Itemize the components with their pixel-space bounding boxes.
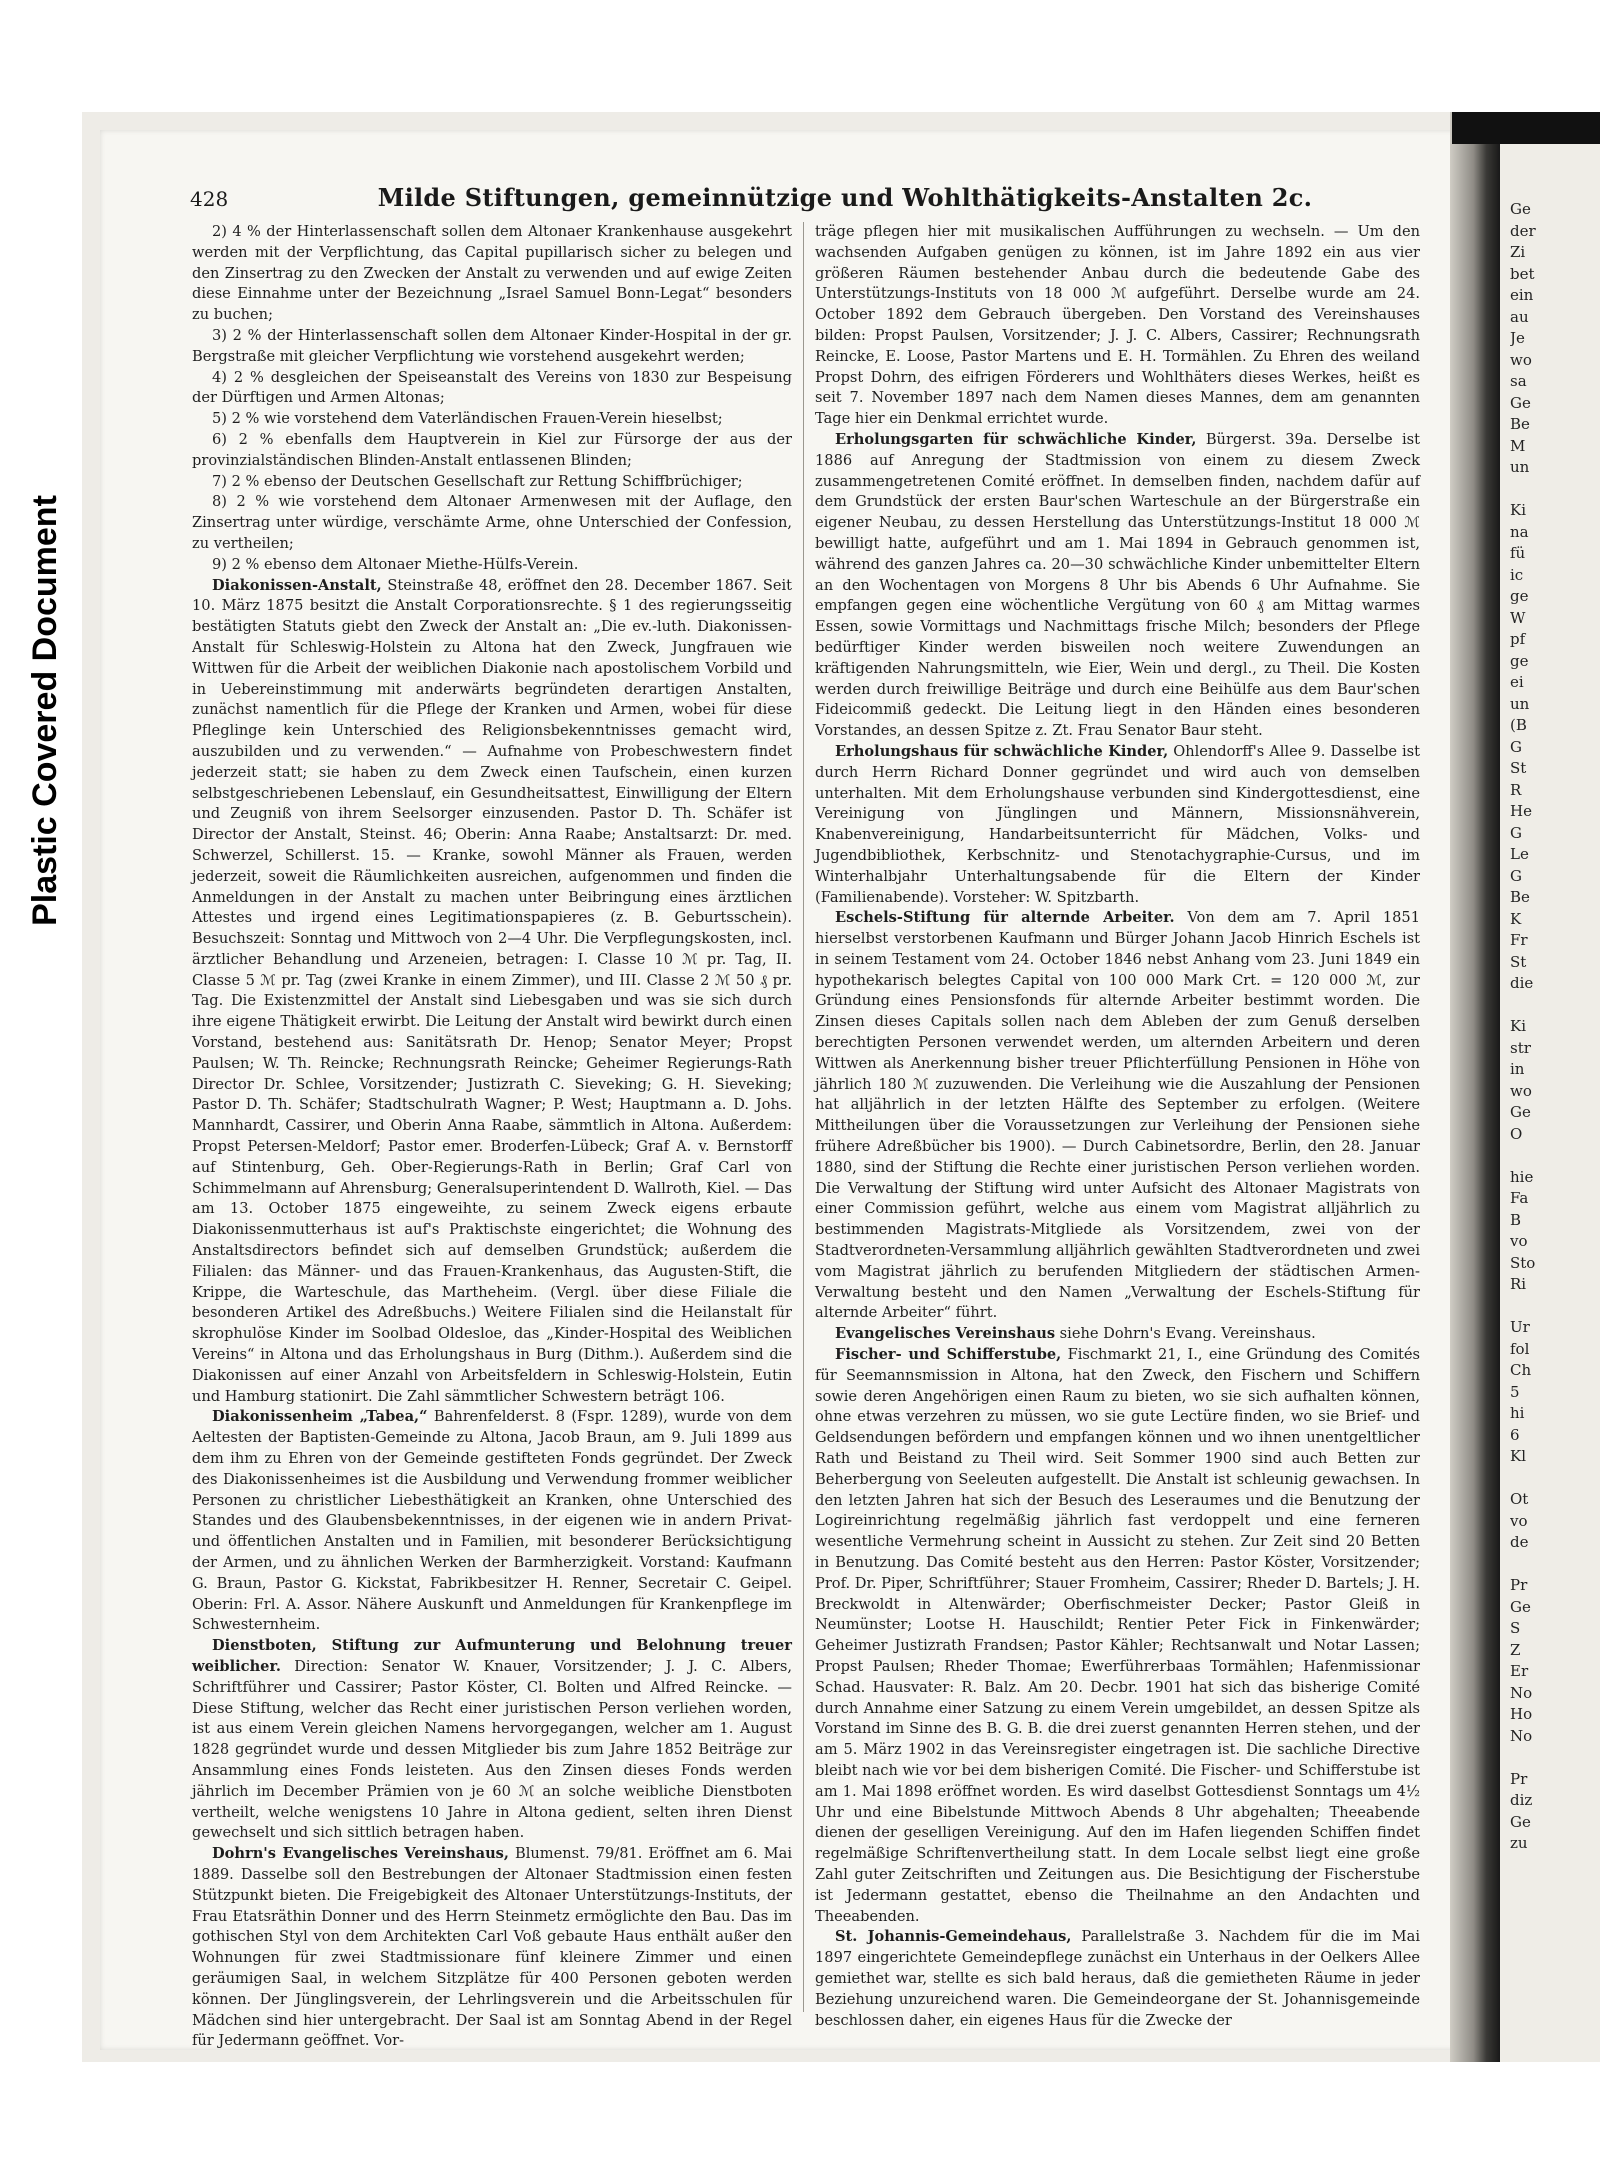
entry-text: 2) 4 % der Hinterlassenschaft sollen dem Altonaer Krankenhause ausgekehrt werden mit der Verpflichtung, das Capital pupillarisch sicher zu belegen und den Zinsertrag zu den Zwecken der Anstalt zu verwenden und auf ewige Zeiten diese Einnahme unter der Bezeichnung „Israel Samuel Bonn-Legat“ besonders zu buchen; (192, 223, 792, 324)
next-page-fragment: Ge (1510, 393, 1531, 412)
page-number: 428 (190, 187, 229, 211)
page-title: Milde Stiftungen, gemeinnützige und Wohlthätigkeits-Anstalten 2c. (377, 183, 1313, 212)
entry-text: 4) 2 % desgleichen der Speiseanstalt des Vereins von 1830 zur Bespeisung der Dürftigen und Armen Altonas; (192, 368, 792, 407)
next-page-fragment: fü (1510, 544, 1526, 562)
next-page-fragment (1510, 1468, 1600, 1490)
next-page-fragment (1510, 479, 1600, 501)
next-page-fragment: str (1510, 1038, 1531, 1057)
next-page-fragment: No (1510, 1683, 1533, 1702)
plastic-covered-label (20, 450, 70, 970)
right-column (815, 222, 1420, 2031)
entry-paragraph (815, 742, 1420, 908)
next-page-fragment: Z (1510, 1640, 1521, 1659)
entry-heading: Evangelisches Vereinshaus (835, 1325, 1056, 1343)
entry-paragraph (192, 492, 792, 554)
next-page-fragments (1500, 144, 1600, 1855)
entry-heading: Erholungshaus für schwächliche Kinder, (835, 742, 1169, 760)
entry-paragraph (192, 472, 792, 493)
next-page-fragment: 6 (1510, 1425, 1520, 1444)
entry-text: 9) 2 % ebenso dem Altonaer Miethe-Hülfs-Verein. (212, 555, 579, 573)
entry-text: Ohlendorff's Allee 9. Dasselbe ist durch Herrn Richard Donner gegründet und wird auch von demselben unterhalten. Mit dem Erholungshause verbunden sind Kindergottesdienst, eine Vereinigung von Jünglingen und Männern, Missionsnähverein, Knabenvereinigung, Handarbeitsunterricht für Mädchen, Volks- und Jugendbibliothek, Kerbschnitz- und Stenotachygraphie-Cursus, und im Winterhalbjahr Unterhaltungsabende für die Eltern der Kinder (Familienabende). Vorsteher: W. Spitzbarth. (815, 742, 1420, 906)
next-page-fragment: O (1510, 1124, 1523, 1143)
next-page-fragment: Ki (1510, 501, 1527, 519)
next-page-fragment: fol (1510, 1339, 1530, 1358)
plastic-covered-label-text: Plastic Covered Document (25, 494, 64, 926)
next-page-fragment: R (1510, 780, 1522, 799)
entry-paragraph (192, 222, 792, 326)
next-page-fragment (1510, 1296, 1600, 1318)
next-page-fragment: Ho (1510, 1705, 1533, 1723)
next-page-fragment: ge (1510, 587, 1529, 605)
entry-paragraph (192, 1636, 792, 1844)
entry-paragraph (815, 1345, 1420, 1927)
entry-text: Fischmarkt 21, I., eine Gründung des Comités für Seemannsmission in Altona, hat den Zweck, den Fischern und Schiffern sowie deren Angehörigen einen Raum zu bieten, wo sie sich aufhalten können, ohne etwas verzehren zu müssen, wo sie gute Lectüre finden, wo sie Brief- und Geldsendungen befördern und empfangen können und wo ihnen unentgeltlicher Rath und Beistand zu Theil wird. Seit Sommer 1900 sind auch Betten zur Beherbergung von Seeleuten aufgestellt. Die Anstalt ist schleunig gewachsen. In den letzten Jahren hat sich der Besuch des Leseraumes und die Benutzung der Logireinrichtung regelmäßig jährlich fast verdoppelt und eine ferneren wesentliche Vermehrung scheint in Aussicht zu stehen. Zur Zeit sind 20 Betten in Benutzung. Das Comité besteht aus den Herren: Pastor Köster, Vorsitzender; Prof. Dr. Piper, Schriftführer; Stauer Fromheim, Cassirer; Rheder D. Bartels; J. H. Breckwoldt in Altenwärder; Oberfischmeister Decker; Pastor Gleiß in Neumünster; Lootse H. Hauschildt; Rentier Peter Fick in Finkenwärder; Geheimer Justizrath Frandsen; Pastor Kähler; Rechtsanwalt und Notar Lassen; Propst Paulsen; Rheder Thomae; Ewerführerbaas Tormählen; Hafenmissionar Schad. Hausvater: R. Balz. Am 20. Decbr. 1901 hat sich das bisherige Comité durch Annahme einer Satzung zu einem Verein umgebildet, an dessen Spitze als Vorstand im Sinne des B. G. B. die drei zuerst genannten Herren stehen, und der am 5. März 1902 in das Vereinsregister eingetragen ist. Die sachliche Directive bleibt nach wie vor bei dem bisherigen Comité. Die Fischer- und Schifferstube ist am 1. Mai 1898 eröffnet worden. Es wird daselbst Gottesdienst Sonntags um 4½ Uhr und eine Bibelstunde Mittwoch Abends 8 Uhr abgehalten; Theeabende dienen der geselligen Vereinigung. Auf den im Hafen liegenden Schiffen findet regelmäßige Schriftenvertheilung statt. In dem Locale selbst liegt eine große Zahl guter Zeitschriften und Zeitungen aus. Die Besichtigung der Fischerstube ist Jedermann gestattet, ebenso die Theilnahme an den Andachten und Theeabenden. (815, 1346, 1420, 1925)
next-page-fragment: Ge (1510, 200, 1531, 218)
next-page-fragment (1510, 1554, 1600, 1576)
entry-text: 8) 2 % wie vorstehend dem Altonaer Armenwesen mit der Auflage, den Zinsertrag unter würdige, verschämte Arme, ohne Unterschied der Confession, zu vertheilen; (192, 493, 792, 552)
next-page-fragment: Ki (1510, 1017, 1527, 1035)
entry-text: 6) 2 % ebenfalls dem Hauptverein in Kiel zur Fürsorge der aus der provinzialständischen Blinden-Anstalt entlassenen Blinden; (192, 430, 792, 469)
entry-paragraph (192, 409, 792, 430)
next-page-fragment (1510, 1145, 1600, 1167)
next-page-fragment: G (1510, 737, 1522, 756)
entry-paragraph (192, 1844, 792, 2052)
entry-heading: Dohrn's Evangelisches Vereinshaus, (212, 1845, 509, 1863)
next-page-fragment: Fa (1510, 1189, 1529, 1207)
next-page-fragment: de (1510, 1533, 1529, 1551)
next-page-fragment: M (1510, 436, 1526, 455)
next-page-fragment: Be (1510, 415, 1530, 433)
entry-text: Bahrenfelderst. 8 (Fspr. 1289), wurde von dem Aeltesten der Baptisten-Gemeinde zu Altona, Jacob Braun, am 9. Juli 1899 aus dem ihm zu Ehren von der Gemeinde gestifteten Fonds gegründet. Der Zweck des Diakonissenheimes ist die Ausbildung und Verwendung frommer weiblicher Personen zu christlicher Liebesthätigkeit an Kranken, ohne Unterschied des Standes und des Glaubensbekenntnisses, in der eigenen wie in andern Privat- und öffentlichen Anstalten und in Familien, mit besonderer Berücksichtigung der Armen, und zu ähnlichen Werken der Barmherzigkeit. Vorstand: Kaufmann G. Braun, Pastor G. Kickstat, Fabrikbesitzer H. Renner, Secretair C. Geipel. Oberin: Frl. A. Assor. Nähere Auskunft und Anmeldungen für Krankenpflege im Schwesternheim. (192, 1408, 792, 1634)
next-page-fragment: G (1510, 866, 1522, 885)
next-page-fragment: vo (1510, 1511, 1528, 1530)
next-page-fragment: K (1510, 909, 1522, 928)
next-page-fragment: in (1510, 1060, 1525, 1078)
next-page-fragment: Je (1510, 329, 1525, 347)
entry-paragraph (192, 368, 792, 410)
next-page-fragment: sa (1510, 372, 1527, 390)
entry-heading: Fischer- und Schifferstube, (835, 1346, 1062, 1364)
next-page-fragment: Be (1510, 888, 1530, 906)
next-page-fragment: Ot (1510, 1490, 1529, 1508)
entry-text: Bürgerst. 39a. Derselbe ist 1886 auf Anregung der Stadtmission von einem zu diesem Zweck zusammengetretenen Comité eröffnet. In demselben finden, nachdem dafür auf dem Grundstück der ersten Baur'schen Warteschule an der Bürgerstraße ein eigener Neubau, zu dessen Herstellung das Unterstützungs-Institut 18 000 ℳ bewilligt hatte, aufgeführt und am 1. Mai 1894 in Gebrauch genommen ist, während des ganzen Jahres ca. 20—30 schwächliche Kinder unbemittelter Eltern an den Wochentagen von Morgens 8 Uhr bis Abends 6 Uhr Aufnahme. Sie empfangen gegen eine wöchentliche Vergütung von 60 ₰ am Mittag warmes Essen, sowie Vormittags und Nachmittags frische Milch; besonders der Pflege bedürftiger Kinder werden bisweilen noch weitere Zuwendungen an kräftigenden Nahrungsmitteln, wie Eier, Wein und dergl., zu Theil. Die Kosten werden durch freiwillige Beiträge und durch eine Beihülfe aus dem Baur'schen Fideicommiß gedeckt. Die Leitung liegt in den Händen eines besonderen Vorstandes, an dessen Spitze z. Zt. Frau Senator Baur steht. (815, 430, 1420, 740)
entry-text: Direction: Senator W. Knauer, Vorsitzender; J. J. C. Albers, Schriftführer und Cassirer; Pastor Köster, Cl. Bolten und Alfred Reincke. — Diese Stiftung, welcher das Recht einer juristischen Person verliehen worden, ist aus einem Verein gleichen Namens hervorgegangen, welcher am 1. August 1828 gegründet wurde und dessen Mitglieder bis zum Jahre 1852 Beiträge zur Ansammlung eines Fonds leisteten. Aus den Zinsen dieses Fonds werden jährlich im December Prämien von je 60 ℳ an solche weibliche Dienstboten vertheilt, welche wenigstens 10 Jahre in Altona gedient, selten ihren Dienst gewechselt und sich sittlich betragen haben. (192, 1657, 792, 1842)
next-page-fragment (1510, 1747, 1600, 1769)
left-column (192, 222, 792, 2052)
next-page-fragment: Zi (1510, 243, 1526, 261)
next-page-fragment: G (1510, 823, 1522, 842)
next-page-fragment: Ge (1510, 1103, 1531, 1121)
next-page-fragment: (B (1510, 716, 1527, 734)
next-page-fragment: diz (1510, 1791, 1533, 1809)
entry-text: Blumenst. 79/81. Eröffnet am 6. Mai 1889. Dasselbe soll den Bestrebungen der Altonaer Stadtmission einen festen Stützpunkt bieten. Die Freigebigkeit des Altonaer Unterstützungs-Instituts, der Frau Etatsräthin Donner und des Herrn Steinmetz ermöglichte den Bau. Das im gothischen Styl von dem Architekten Carl Voß gebaute Haus enthält außer den Wohnungen für zwei Stadtmissionare fünf kleinere Zimmer und einen geräumigen Saal, in welchem Sitzplätze für 400 Personen geboten werden können. Der Jünglingsverein, der Lehrlingsverein und die Arbeitsschulen für Mädchen sind hier untergebracht. Der Saal ist am Sonntag Abend in der Regel für Jedermann geöffnet. Vor- (192, 1845, 792, 2050)
next-page-fragment: ge (1510, 651, 1529, 670)
next-page-fragment: wo (1510, 1081, 1532, 1100)
next-page-fragment: au (1510, 307, 1529, 326)
next-page-fragment: Fr (1510, 931, 1528, 949)
next-page-fragment: hi (1510, 1404, 1525, 1422)
next-page-fragment: Ge (1510, 1597, 1531, 1616)
next-page-fragment: W (1510, 608, 1526, 627)
entry-heading: Diakonissenheim „Tabea,“ (212, 1408, 428, 1426)
entry-paragraph (192, 576, 792, 1408)
next-page-fragment: ein (1510, 286, 1534, 304)
entry-text: träge pflegen hier mit musikalischen Aufführungen zu wechseln. — Um den wachsenden Aufgaben genügen zu können, ist im Jahre 1892 ein aus vier größeren Räumen bestehender Anbau durch die bedeutende Gabe des Unterstützungs-Instituts von 18 000 ℳ aufgeführt. Derselbe wurde am 24. October 1892 dem Gebrauch übergeben. Den Vorstand des Vereinshauses bilden: Propst Paulsen, Vorsitzender; J. J. C. Albers, Cassirer; Rechnungsrath Reincke, E. Loose, Pastor Martens und E. H. Tormählen. Zu Ehren des weiland Propst Dohrn, des eifrigen Förderers und Wohlthäters dieses Werkes, heißt es seit 7. November 1897 nach dem Namen dieses Mannes, dem am genannten Tage hier ein Denkmal errichtet wurde. (815, 223, 1420, 428)
entry-paragraph (815, 908, 1420, 1324)
entry-heading: Dienstboten, Stiftung zur Aufmunterung und Belohnung treuer weiblicher. (192, 1637, 792, 1675)
next-page-fragment: Er (1510, 1662, 1529, 1680)
next-page-edge (1500, 144, 1600, 2062)
scanner-edge (1452, 112, 1600, 144)
entry-paragraph (815, 222, 1420, 430)
entry-text: Von dem am 7. April 1851 hierselbst verstorbenen Kaufmann und Bürger Johann Jacob Hinrich Eschels ist in seinem Testament vom 24. October 1846 nebst Anhang vom 23. Juni 1849 ein hypothekarisch belegtes Capital von 100 000 Mark Crt. = 120 000 ℳ, zur Gründung eines Pensionsfonds für alternde Arbeiter bestimmt worden. Die Zinsen dieses Capitals sollen nach dem Ableben der zum Genuß derselben berechtigten Personen verwendet werden, um alternden Arbeitern und deren Wittwen als Anerkennung bisher treuer Pflichterfüllung Pensionen in Höhe von jährlich 180 ℳ zuzuwenden. Die Verleihung wie die Auszahlung der Pensionen hat alljährlich in der letzten Hälfte des September zu erfolgen. (Weitere Mittheilungen über die Voraussetzungen zur Verleihung der Pensionen siehe frühere Adreßbücher bis 1900). — Durch Cabinetsordre, Berlin, den 28. Januar 1880, sind der Stiftung die Rechte einer juristischen Person verliehen worden. Die Verwaltung der Stiftung wird unter Aufsicht des Altonaer Magistrats von einer Commission geführt, welche aus einem vom Magistrat alljährlich zu bestimmenden Magistrats-Mitgliede als Vorsitzendem, zwei von der Stadtverordneten-Versammlung alljährlich gewählten Stadtverordneten und zwei vom Magistrat jährlich zu berufenden Mitgliedern der städtischen Armen-Verwaltung besteht und den Namen „Verwaltung der Eschels-Stiftung für alternde Arbeiter“ führt. (815, 909, 1420, 1322)
next-page-fragment: vo (1510, 1232, 1528, 1250)
next-page-fragment: Sto (1510, 1253, 1536, 1272)
next-page-fragment: Le (1510, 845, 1529, 863)
entry-paragraph (815, 430, 1420, 742)
next-page-fragment: S (1510, 1619, 1521, 1637)
next-page-fragment: B (1510, 1210, 1522, 1229)
next-page-fragment: No (1510, 1726, 1533, 1745)
next-page-fragment: St (1510, 952, 1527, 971)
next-page-fragment: Pr (1510, 1769, 1528, 1788)
entry-paragraph (192, 555, 792, 576)
next-page-fragment: He (1510, 802, 1532, 820)
next-page-fragment: hie (1510, 1167, 1534, 1186)
entry-text: Steinstraße 48, eröffnet den 28. December 1867. Seit 10. März 1875 besitzt die Anstalt Corporationsrechte. § 1 des regierungsseitig bestätigten Statuts giebt den Zweck der Anstalt an: „Die ev.-luth. Diakonissen-Anstalt für Schleswig-Holstein zu Altona hat den Zweck, Jungfrauen wie Wittwen für die Arbeit der weiblichen Diakonie nach apostolischem Vorbild und in Uebereinstimmung mit anderwärts begründeten derartigen Anstalten, zunächst namentlich für die Pflege der Kranken und Armen, wobei für diese Pfleglinge kein Unterschied des Religionsbekenntnisses gemacht wird, auszubilden und zu verwenden.“ — Aufnahme von Probeschwestern findet jederzeit statt; sie haben zu dem Zweck einen Taufschein, einen kurzen selbstgeschriebenen Lebenslauf, ein Gesundheitsattest, Einwilligung der Eltern und Zeugniß von ihrem Seelsorger einzusenden. Pastor D. Th. Schäfer ist Director der Anstalt, Steinst. 46; Oberin: Anna Raabe; Anstaltsarzt: Dr. med. Schwerzel, Schillerst. 15. — Kranke, sowohl Männer als Frauen, werden jederzeit, soweit die Räumlichkeiten ausreichen, aufgenommen und finden die Anmeldungen in der Anstalt zu machen unter Beibringung eines ärztlichen Attestes und irgend eines Legitimationspapieres (z. B. Geburtsschein). Besuchszeit: Sonntag und Mittwoch von 2—4 Uhr. Die Verpflegungskosten, incl. ärztlicher Behandlung und Arzeneien, betragen: I. Classe 10 ℳ pr. Tag, II. Classe 5 ℳ pr. Tag (zwei Kranke in einem Zimmer), und III. Classe 2 ℳ 50 ₰ pr. Tag. Die Existenzmittel der Anstalt sind Liebesgaben und was sie sich durch ihre eigene Thätigkeit erwirbt. Die Leitung der Anstalt wird bewirkt durch einen Vorstand, bestehend aus: Sanitätsrath Dr. Henop; Senator Meyer; Propst Paulsen; W. Th. Reincke; Rechnungsrath Reincke; Geheimer Regierungs-Rath Director Dr. Schlee, Vorsitzender; Justizrath C. Sieveking; G. H. Sieveking; Pastor D. Th. Schäfer; Stadtschulrath Wagner; P. West; Hauptmann a. D. Johs. Mannhardt, Cassirer, und Oberin Anna Raabe, sämmtlich in Altona. Außerdem: Propst Petersen-Meldorf; Pastor emer. Broderfen-Lübeck; Graf A. v. Bernstorff auf Stintenburg, Geh. Ober-Regierungs-Rath in Berlin; Graf Carl von Schimmelmann auf Ahrensburg; Generalsuperintendent D. Wallroth, Kiel. — Das am 13. October 1875 eingeweihte, zu seinem Zweck eigens erbaute Diakonissenmutterhaus ist auf's Praktischste eingerichtet; die Wohnung des Anstaltsdirectors befindet sich auf demselben Grundstück; außerdem die Filialen: das Männer- und das Frauen-Krankenhaus, das Augusten-Stift, die Krippe, die Warteschule, das Martheheim. (Vergl. über diese Filiale die besonderen Artikel des Adreßbuchs.) Weitere Filialen sind die Heilanstalt für skrophulöse Kinder im Soolbad Oldesloe, das „Kinder-Hospital des Weiblichen Vereins“ in Altona und das Erholungshaus in Burg (Dithm.). Außerdem sind die Diakonissen auf einer Anzahl von Arbeitsfeldern in Schleswig-Holstein, Eutin und Hamburg stationirt. Die Zahl sämmtlicher Schwestern beträgt 106. (192, 576, 792, 1405)
next-page-fragment: zu (1510, 1834, 1528, 1852)
column-divider (803, 222, 804, 2012)
next-page-fragment: Pr (1510, 1576, 1528, 1594)
next-page-fragment: pf (1510, 630, 1526, 648)
next-page-fragment: bet (1510, 264, 1535, 283)
next-page-fragment: Ge (1510, 1812, 1531, 1831)
next-page-fragment: die (1510, 974, 1534, 992)
entry-paragraph (192, 1407, 792, 1636)
entry-heading: Eschels-Stiftung für alternde Arbeiter. (835, 909, 1175, 927)
next-page-fragment: der (1510, 221, 1536, 240)
book-gutter (1450, 112, 1502, 2062)
entry-paragraph (192, 430, 792, 472)
entry-text: 7) 2 % ebenso der Deutschen Gesellschaft zur Rettung Schiffbrüchiger; (212, 472, 743, 490)
entry-text: Parallelstraße 3. Nachdem für die im Mai 1897 eingerichtete Gemeindepflege zunächst ein Unterhaus in der Oelkers Allee gemiethet war, stellte es sich bald heraus, daß die gemietheten Räume in jeder Beziehung unzureichend waren. Die Gemeindeorgane der St. Johannisgemeinde beschlossen daher, ein eigenes Haus für die Zwecke der (815, 1928, 1420, 2029)
entry-heading: St. Johannis-Gemeindehaus, (835, 1928, 1072, 1946)
entry-text: 3) 2 % der Hinterlassenschaft sollen dem Altonaer Kinder-Hospital in der gr. Bergstraße mit gleicher Verpflichtung wie vorstehend ausgekehrt werden; (192, 326, 792, 365)
page-header (190, 183, 1420, 215)
next-page-fragment: Ch (1510, 1361, 1532, 1379)
next-page-fragment: wo (1510, 350, 1532, 369)
next-page-fragment: Kl (1510, 1447, 1527, 1465)
next-page-fragment: 5 (1510, 1382, 1520, 1401)
next-page-fragment: un (1510, 458, 1530, 476)
next-page-fragment: Ur (1510, 1318, 1530, 1336)
entry-text: siehe Dohrn's Evang. Vereinshaus. (1055, 1325, 1316, 1343)
next-page-fragment: ei (1510, 673, 1524, 691)
next-page-fragment: St (1510, 759, 1527, 777)
next-page-fragment: Ri (1510, 1275, 1527, 1293)
next-page-fragment: na (1510, 522, 1529, 541)
next-page-fragment: un (1510, 694, 1530, 713)
entry-paragraph (192, 326, 792, 368)
next-page-fragment: ic (1510, 565, 1524, 584)
entry-paragraph (815, 1927, 1420, 2031)
entry-heading: Erholungsgarten für schwächliche Kinder, (835, 430, 1197, 448)
next-page-fragment (1510, 995, 1600, 1017)
entry-heading: Diakonissen-Anstalt, (212, 576, 382, 594)
entry-paragraph (815, 1324, 1420, 1345)
entry-text: 5) 2 % wie vorstehend dem Vaterländischen Frauen-Verein hieselbst; (212, 410, 723, 428)
